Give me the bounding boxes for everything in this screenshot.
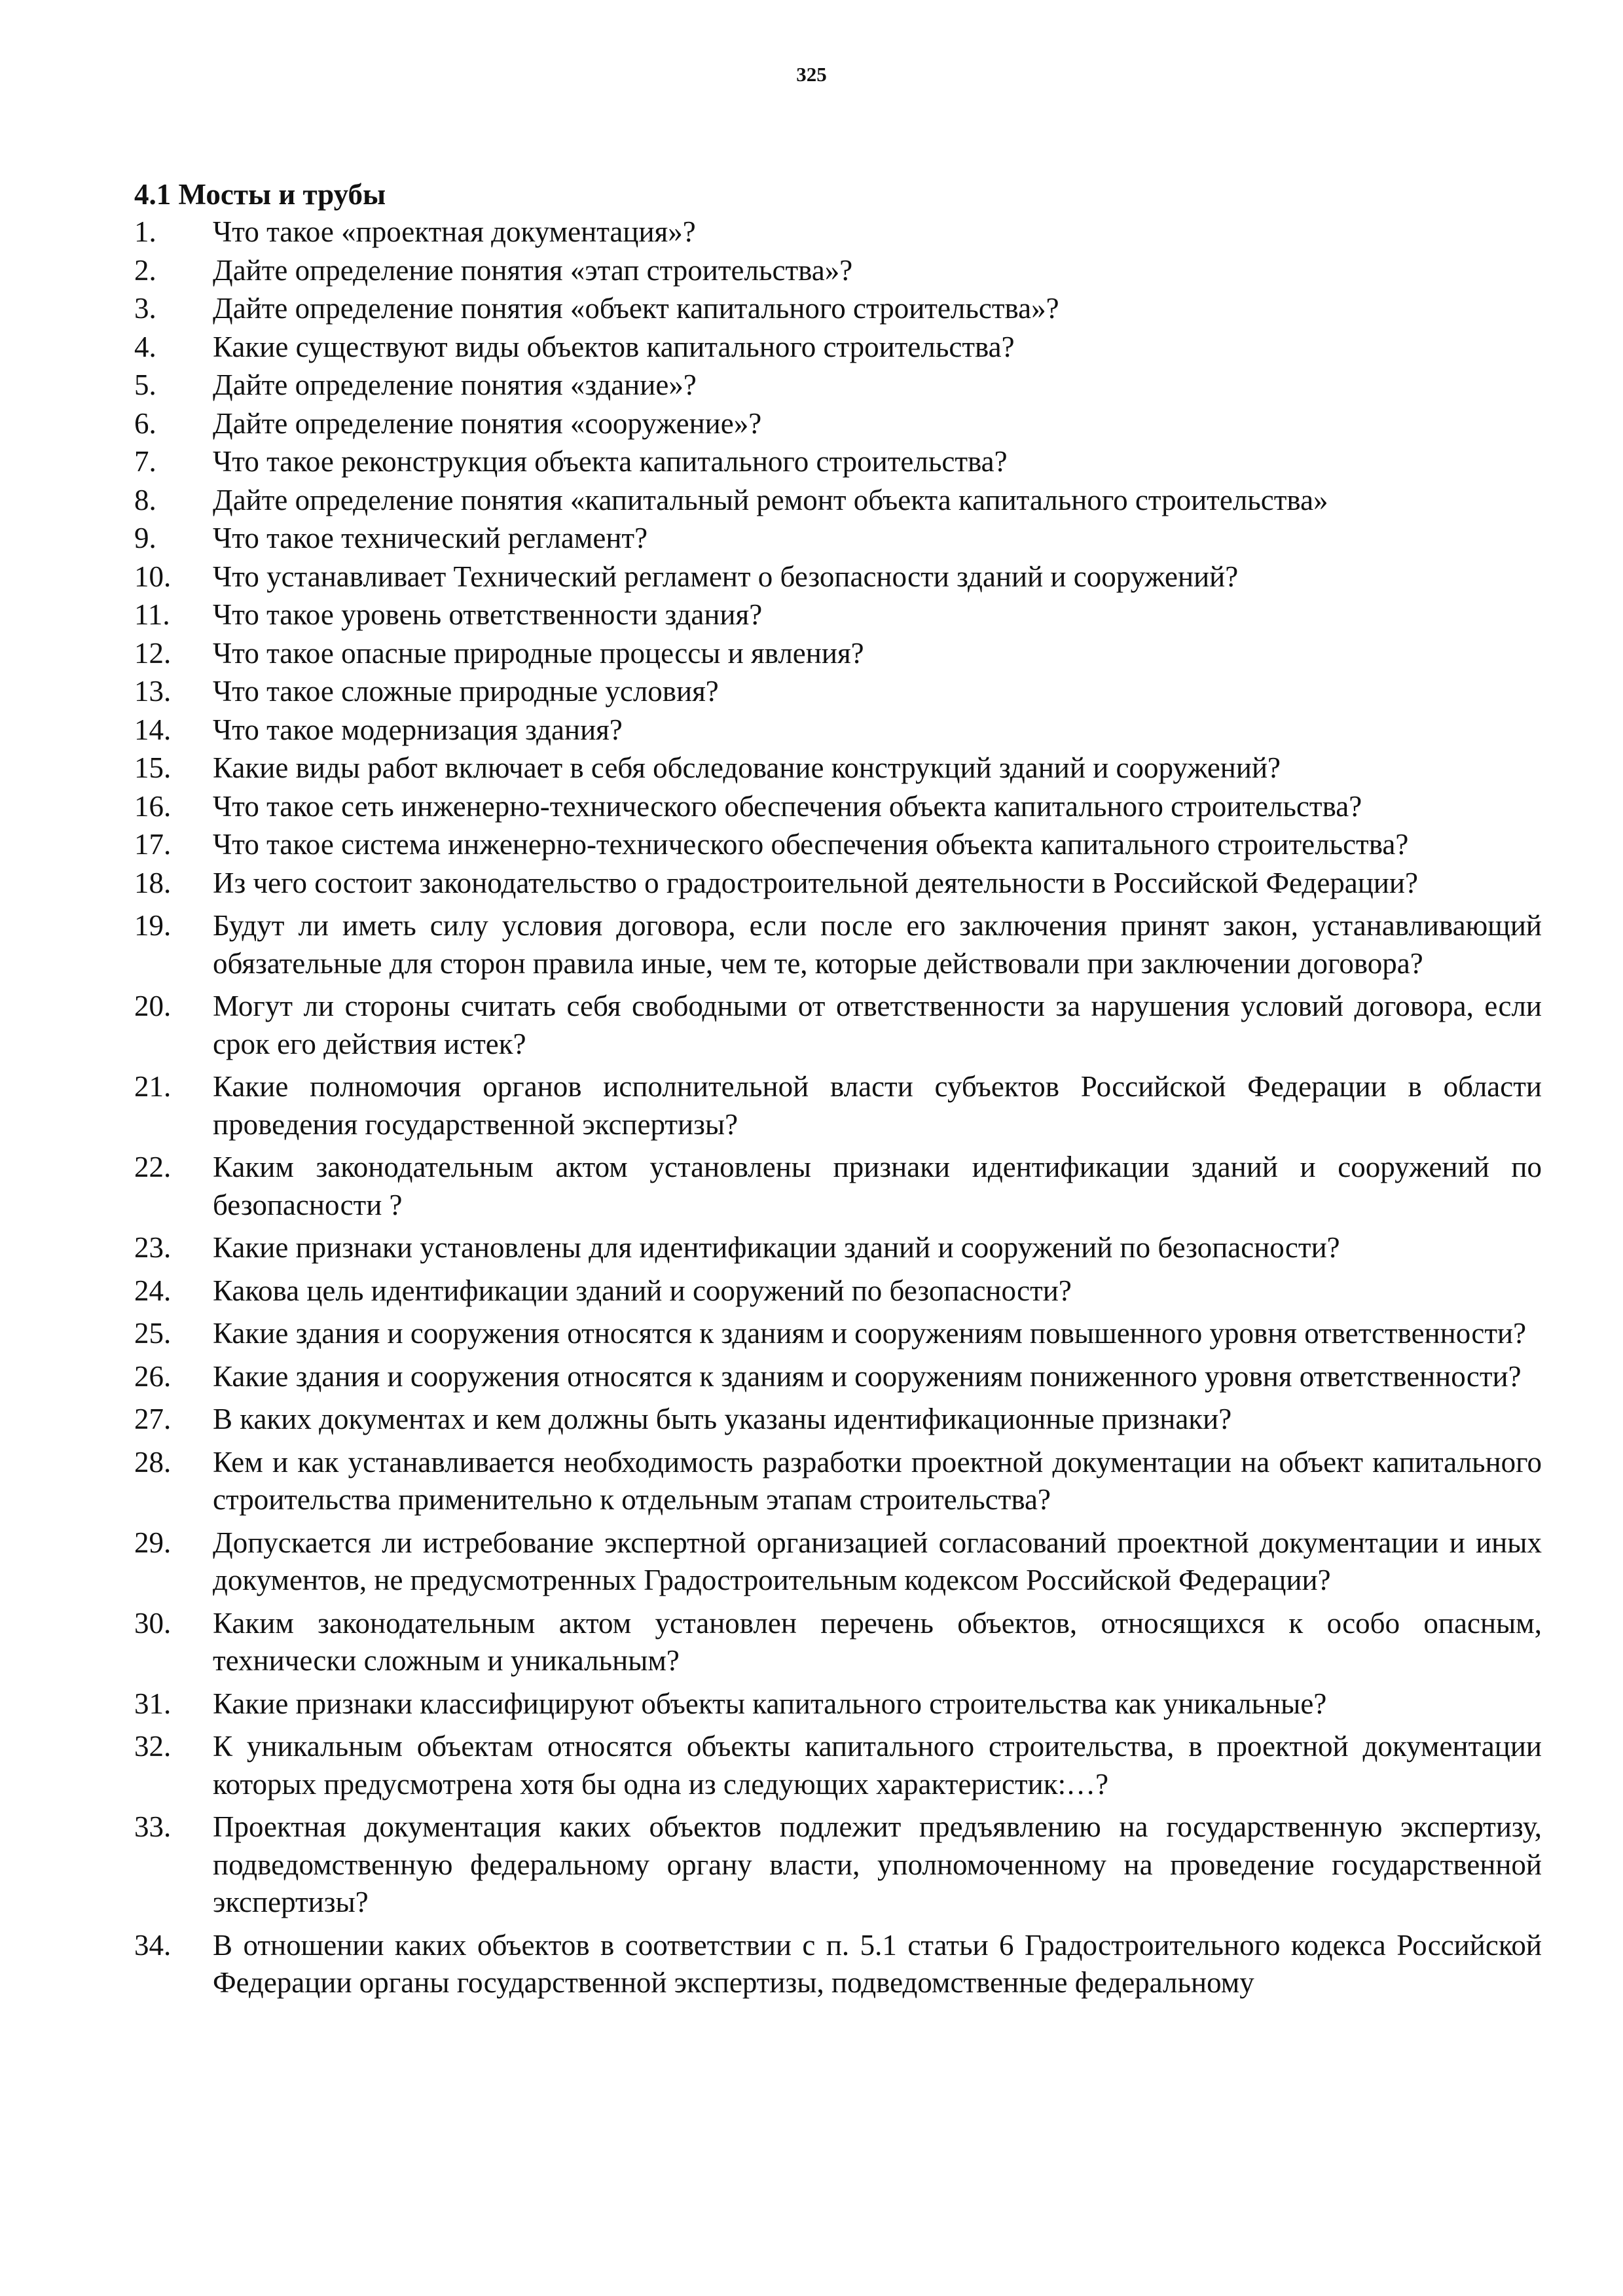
question-number: 3. <box>134 292 156 325</box>
section-title: 4.1 Мосты и трубы <box>134 178 386 211</box>
question-text: Допускается ли истребование экспертной организацией согласований проектной документации и иных документов, не предусмотренных Градостроительным кодексом Российской Федерации? <box>213 1526 1542 1596</box>
question-item <box>134 826 1542 864</box>
question-item <box>134 520 1542 558</box>
question-text: Дайте определение понятия «здание»? <box>213 368 697 401</box>
question-number: 5. <box>134 368 156 401</box>
question-item <box>134 749 1542 787</box>
question-text: Какие здания и сооружения относятся к зданиям и сооружениям пониженного уровня ответственности? <box>213 1359 1522 1393</box>
document-body <box>134 175 1542 2003</box>
question-text: К уникальным объектам относятся объекты капитального строительства, в проектной документации которых предусмотрена хотя бы одна из следующих характеристик:…? <box>213 1730 1542 1801</box>
question-text: Какие виды работ включает в себя обследование конструкций зданий и сооружений? <box>213 751 1281 784</box>
question-text: Кем и как устанавливается необходимость разработки проектной документации на объект капитального строительства применительно к отдельным этапам строительства? <box>213 1445 1542 1516</box>
question-number: 30. <box>134 1606 172 1640</box>
question-number: 33. <box>134 1810 172 1843</box>
question-item <box>134 290 1542 328</box>
question-number: 28. <box>134 1445 172 1479</box>
question-number: 7. <box>134 445 156 478</box>
question-item <box>134 673 1542 711</box>
question-text: Дайте определение понятия «сооружение»? <box>213 406 762 440</box>
question-item <box>134 788 1542 826</box>
question-item <box>134 596 1542 634</box>
question-item <box>134 367 1542 404</box>
question-number: 19. <box>134 909 172 942</box>
question-number: 18. <box>134 866 172 899</box>
question-text: Дайте определение понятия «капитальный ремонт объекта капитального строительства» <box>213 483 1328 516</box>
question-item <box>134 558 1542 596</box>
question-number: 26. <box>134 1359 172 1393</box>
question-text: Что такое уровень ответственности здания? <box>213 598 763 631</box>
question-number: 24. <box>134 1274 172 1307</box>
question-text: Дайте определение понятия «объект капитального строительства»? <box>213 292 1059 325</box>
question-number: 32. <box>134 1730 172 1763</box>
question-text: Что такое «проектная документация»? <box>213 215 696 248</box>
question-text: В каких документах и кем должны быть указаны идентификационные признаки? <box>213 1403 1232 1435</box>
question-item <box>134 443 1542 481</box>
question-number: 15. <box>134 751 172 784</box>
question-item <box>134 1068 1542 1143</box>
question-number: 22. <box>134 1151 172 1183</box>
question-number: 27. <box>134 1403 172 1435</box>
question-item <box>134 1927 1542 2002</box>
question-item <box>134 1728 1542 1803</box>
question-item <box>134 213 1542 251</box>
question-text: Какие признаки классифицируют объекты капитального строительства как уникальные? <box>213 1687 1327 1720</box>
question-text: Могут ли стороны считать себя свободными от ответственности за нарушения условий договора, если срок его действия истек? <box>213 990 1542 1060</box>
question-item <box>134 711 1542 749</box>
question-item <box>134 865 1542 903</box>
question-item <box>134 988 1542 1063</box>
question-item <box>134 1315 1542 1353</box>
question-item <box>134 329 1542 367</box>
question-text: Что такое модернизация здания? <box>213 713 623 746</box>
question-text: Что устанавливает Технический регламент о безопасности зданий и сооружений? <box>213 560 1239 593</box>
question-number: 16. <box>134 789 172 823</box>
question-list <box>134 213 1542 2002</box>
question-text: Какие полномочия органов исполнительной власти субъектов Российской Федерации в области проведения государственной экспертизы? <box>213 1070 1542 1141</box>
question-number: 29. <box>134 1526 172 1559</box>
question-item <box>134 1358 1542 1396</box>
question-item <box>134 1808 1542 1922</box>
question-text: Какие признаки установлены для идентификации зданий и сооружений по безопасности? <box>213 1231 1340 1264</box>
question-item <box>134 252 1542 290</box>
question-number: 34. <box>134 1928 172 1962</box>
question-item <box>134 1272 1542 1310</box>
question-text: Какие существуют виды объектов капитального строительства? <box>213 330 1015 363</box>
question-number: 11. <box>134 598 170 631</box>
question-text: Каким законодательным актом установлены признаки идентификации зданий и сооружений по безопасности ? <box>213 1151 1542 1221</box>
question-text: В отношении каких объектов в соответствии с п. 5.1 статьи 6 Градостроительного кодекса Российской Федерации органы государственной экспертизы, подведомственные федеральному <box>213 1928 1542 1999</box>
question-text: Какова цель идентификации зданий и сооружений по безопасности? <box>213 1274 1072 1307</box>
question-item <box>134 1524 1542 1600</box>
question-text: Что такое система инженерно-технического обеспечения объекта капитального строительства? <box>213 828 1409 861</box>
question-number: 12. <box>134 636 172 670</box>
question-text: Каким законодательным актом установлен перечень объектов, относящихся к особо опасным, технически сложным и уникальным? <box>213 1606 1542 1677</box>
question-number: 31. <box>134 1687 172 1720</box>
question-number: 6. <box>134 406 156 440</box>
question-text: Дайте определение понятия «этап строительства»? <box>213 253 853 287</box>
question-item <box>134 1685 1542 1723</box>
question-number: 9. <box>134 522 156 554</box>
question-number: 10. <box>134 560 172 593</box>
question-number: 2. <box>134 253 156 287</box>
question-number: 20. <box>134 990 172 1022</box>
page-number: 325 <box>796 63 827 86</box>
question-item <box>134 482 1542 520</box>
question-number: 25. <box>134 1317 172 1350</box>
question-number: 17. <box>134 828 172 861</box>
question-number: 23. <box>134 1231 172 1264</box>
question-text: Что такое технический регламент? <box>213 522 648 554</box>
question-item <box>134 907 1542 982</box>
question-number: 14. <box>134 713 172 746</box>
question-text: Что такое сеть инженерно-технического обеспечения объекта капитального строительства? <box>213 789 1362 823</box>
question-number: 8. <box>134 483 156 516</box>
question-item <box>134 635 1542 673</box>
question-number: 21. <box>134 1070 172 1103</box>
question-number: 4. <box>134 330 156 363</box>
question-text: Проектная документация каких объектов подлежит предъявлению на государственную экспертизу, подведомственную федеральному органу власти, уполномоченному на проведение государственной экспертизы? <box>213 1810 1542 1918</box>
question-item <box>134 1444 1542 1519</box>
question-text: Будут ли иметь силу условия договора, если после его заключения принят закон, устанавливающий обязательные для сторон правила иные, чем те, которые действовали при заключении договора? <box>213 909 1542 980</box>
question-text: Что такое сложные природные условия? <box>213 675 719 708</box>
question-text: Какие здания и сооружения относятся к зданиям и сооружениям повышенного уровня ответственности? <box>213 1317 1527 1350</box>
question-item <box>134 1229 1542 1267</box>
question-text: Из чего состоит законодательство о градостроительной деятельности в Российской Федерации? <box>213 866 1418 899</box>
question-number: 1. <box>134 215 156 248</box>
question-item <box>134 405 1542 443</box>
question-item <box>134 1401 1542 1439</box>
question-number: 13. <box>134 675 172 708</box>
question-text: Что такое опасные природные процессы и явления? <box>213 636 864 670</box>
question-item <box>134 1605 1542 1680</box>
question-item <box>134 1149 1542 1224</box>
question-text: Что такое реконструкция объекта капитального строительства? <box>213 445 1008 478</box>
